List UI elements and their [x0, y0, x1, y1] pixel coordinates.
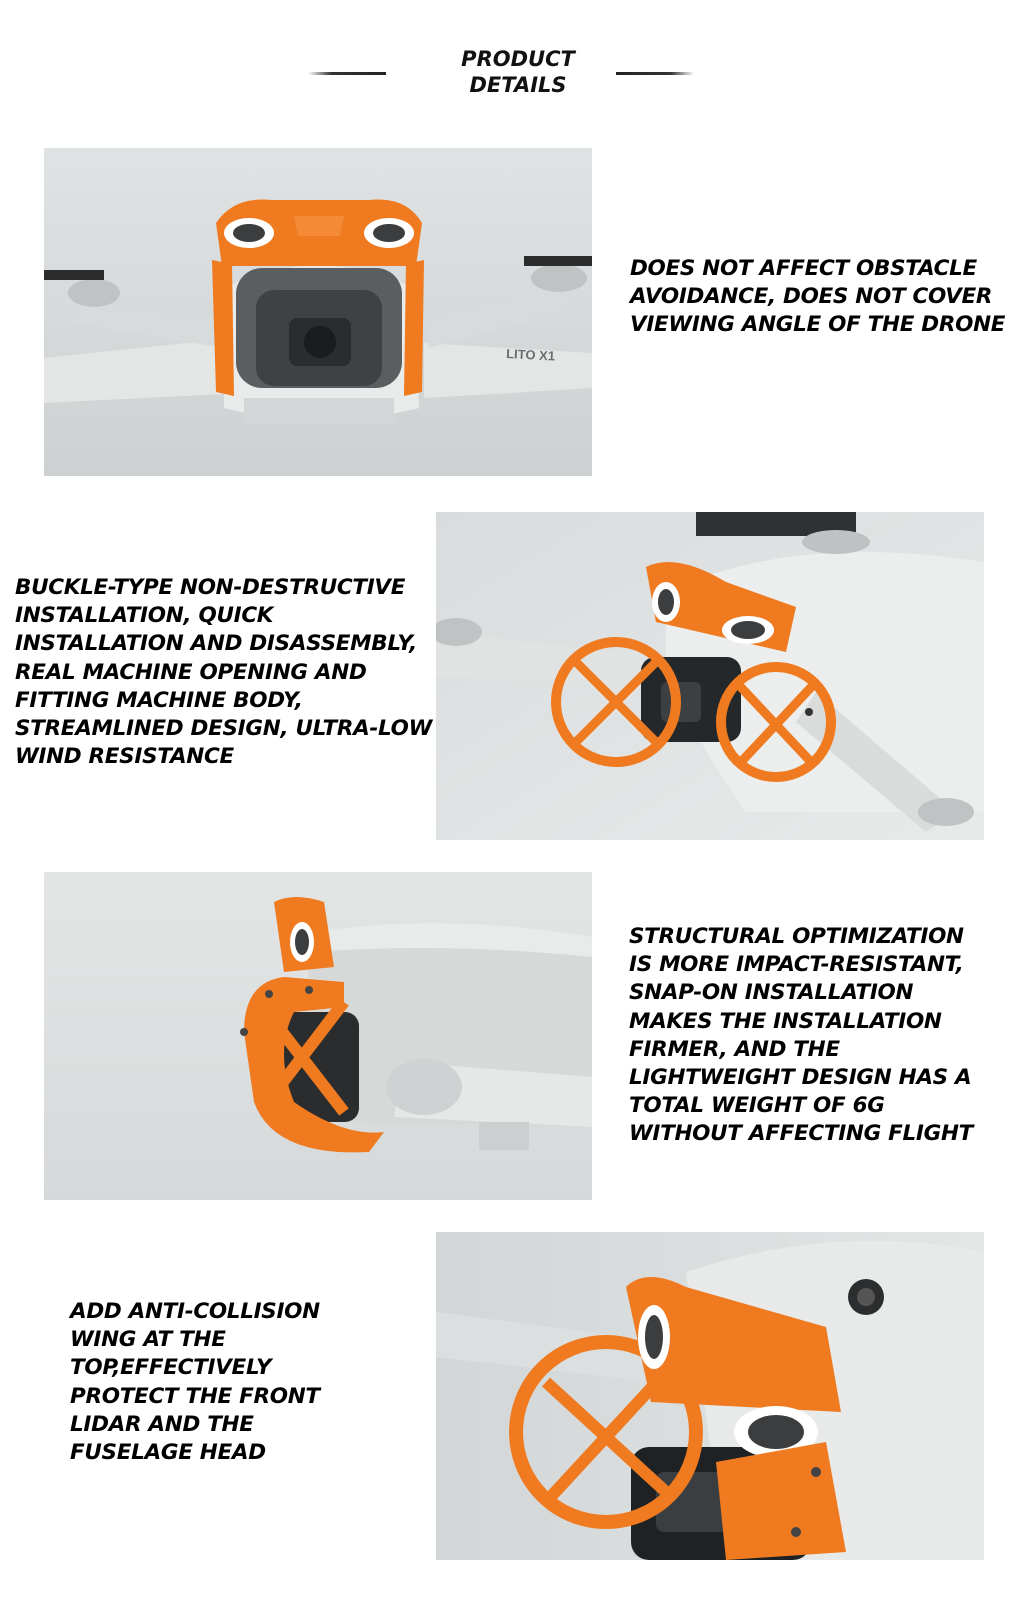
caption-line: TOTAL WEIGHT OF 6G: [629, 1093, 885, 1119]
page-title-line-2: DETAILS: [469, 73, 567, 97]
caption-line: WITHOUT AFFECTING FLIGHT: [629, 1121, 974, 1147]
caption-line: TOP,EFFECTIVELY: [70, 1355, 272, 1381]
header-divider-right: [616, 72, 694, 75]
caption-line: WIND RESISTANCE: [15, 744, 234, 770]
feature-caption-2: [15, 574, 432, 771]
product-photo-angled-view: [436, 512, 984, 840]
product-photo-front-view: [44, 148, 592, 476]
caption-line: ADD ANTI-COLLISION: [70, 1299, 320, 1324]
caption-line: STREAMLINED DESIGN, ULTRA-LOW: [15, 716, 433, 742]
caption-line: VIEWING ANGLE OF THE DRONE: [630, 312, 1006, 338]
feature-caption-1: [630, 255, 1005, 340]
caption-line: INSTALLATION AND DISASSEMBLY,: [15, 631, 417, 657]
caption-line: AVOIDANCE, DOES NOT COVER: [630, 284, 993, 310]
caption-line: REAL MACHINE OPENING AND: [15, 659, 367, 685]
feature-caption-4: [70, 1298, 320, 1467]
caption-line: SNAP-ON INSTALLATION: [629, 980, 914, 1006]
caption-line: BUCKLE-TYPE NON-DESTRUCTIVE: [15, 575, 406, 600]
caption-line: LIGHTWEIGHT DESIGN HAS A: [629, 1065, 972, 1091]
caption-line: DOES NOT AFFECT OBSTACLE: [630, 256, 977, 281]
caption-line: WING AT THE: [70, 1327, 226, 1353]
drone-brand-label: LITO X1: [505, 346, 556, 364]
page-title: [420, 46, 616, 98]
feature-caption-3: [629, 923, 973, 1149]
caption-line: INSTALLATION, QUICK: [15, 603, 274, 629]
header-divider-left: [308, 72, 386, 75]
caption-line: MAKES THE INSTALLATION: [629, 1008, 942, 1034]
caption-line: STRUCTURAL OPTIMIZATION: [629, 924, 964, 949]
product-photo-side-view: [44, 872, 592, 1200]
caption-line: FITTING MACHINE BODY,: [15, 687, 303, 713]
page-title-line-1: PRODUCT: [461, 47, 575, 71]
caption-line: LIDAR AND THE: [70, 1411, 254, 1437]
caption-line: PROTECT THE FRONT: [70, 1383, 320, 1409]
caption-line: FIRMER, AND THE: [629, 1036, 840, 1062]
product-photo-closeup-view: [436, 1232, 984, 1560]
caption-line: IS MORE IMPACT-RESISTANT,: [629, 952, 964, 978]
caption-line: FUSELAGE HEAD: [70, 1440, 266, 1466]
